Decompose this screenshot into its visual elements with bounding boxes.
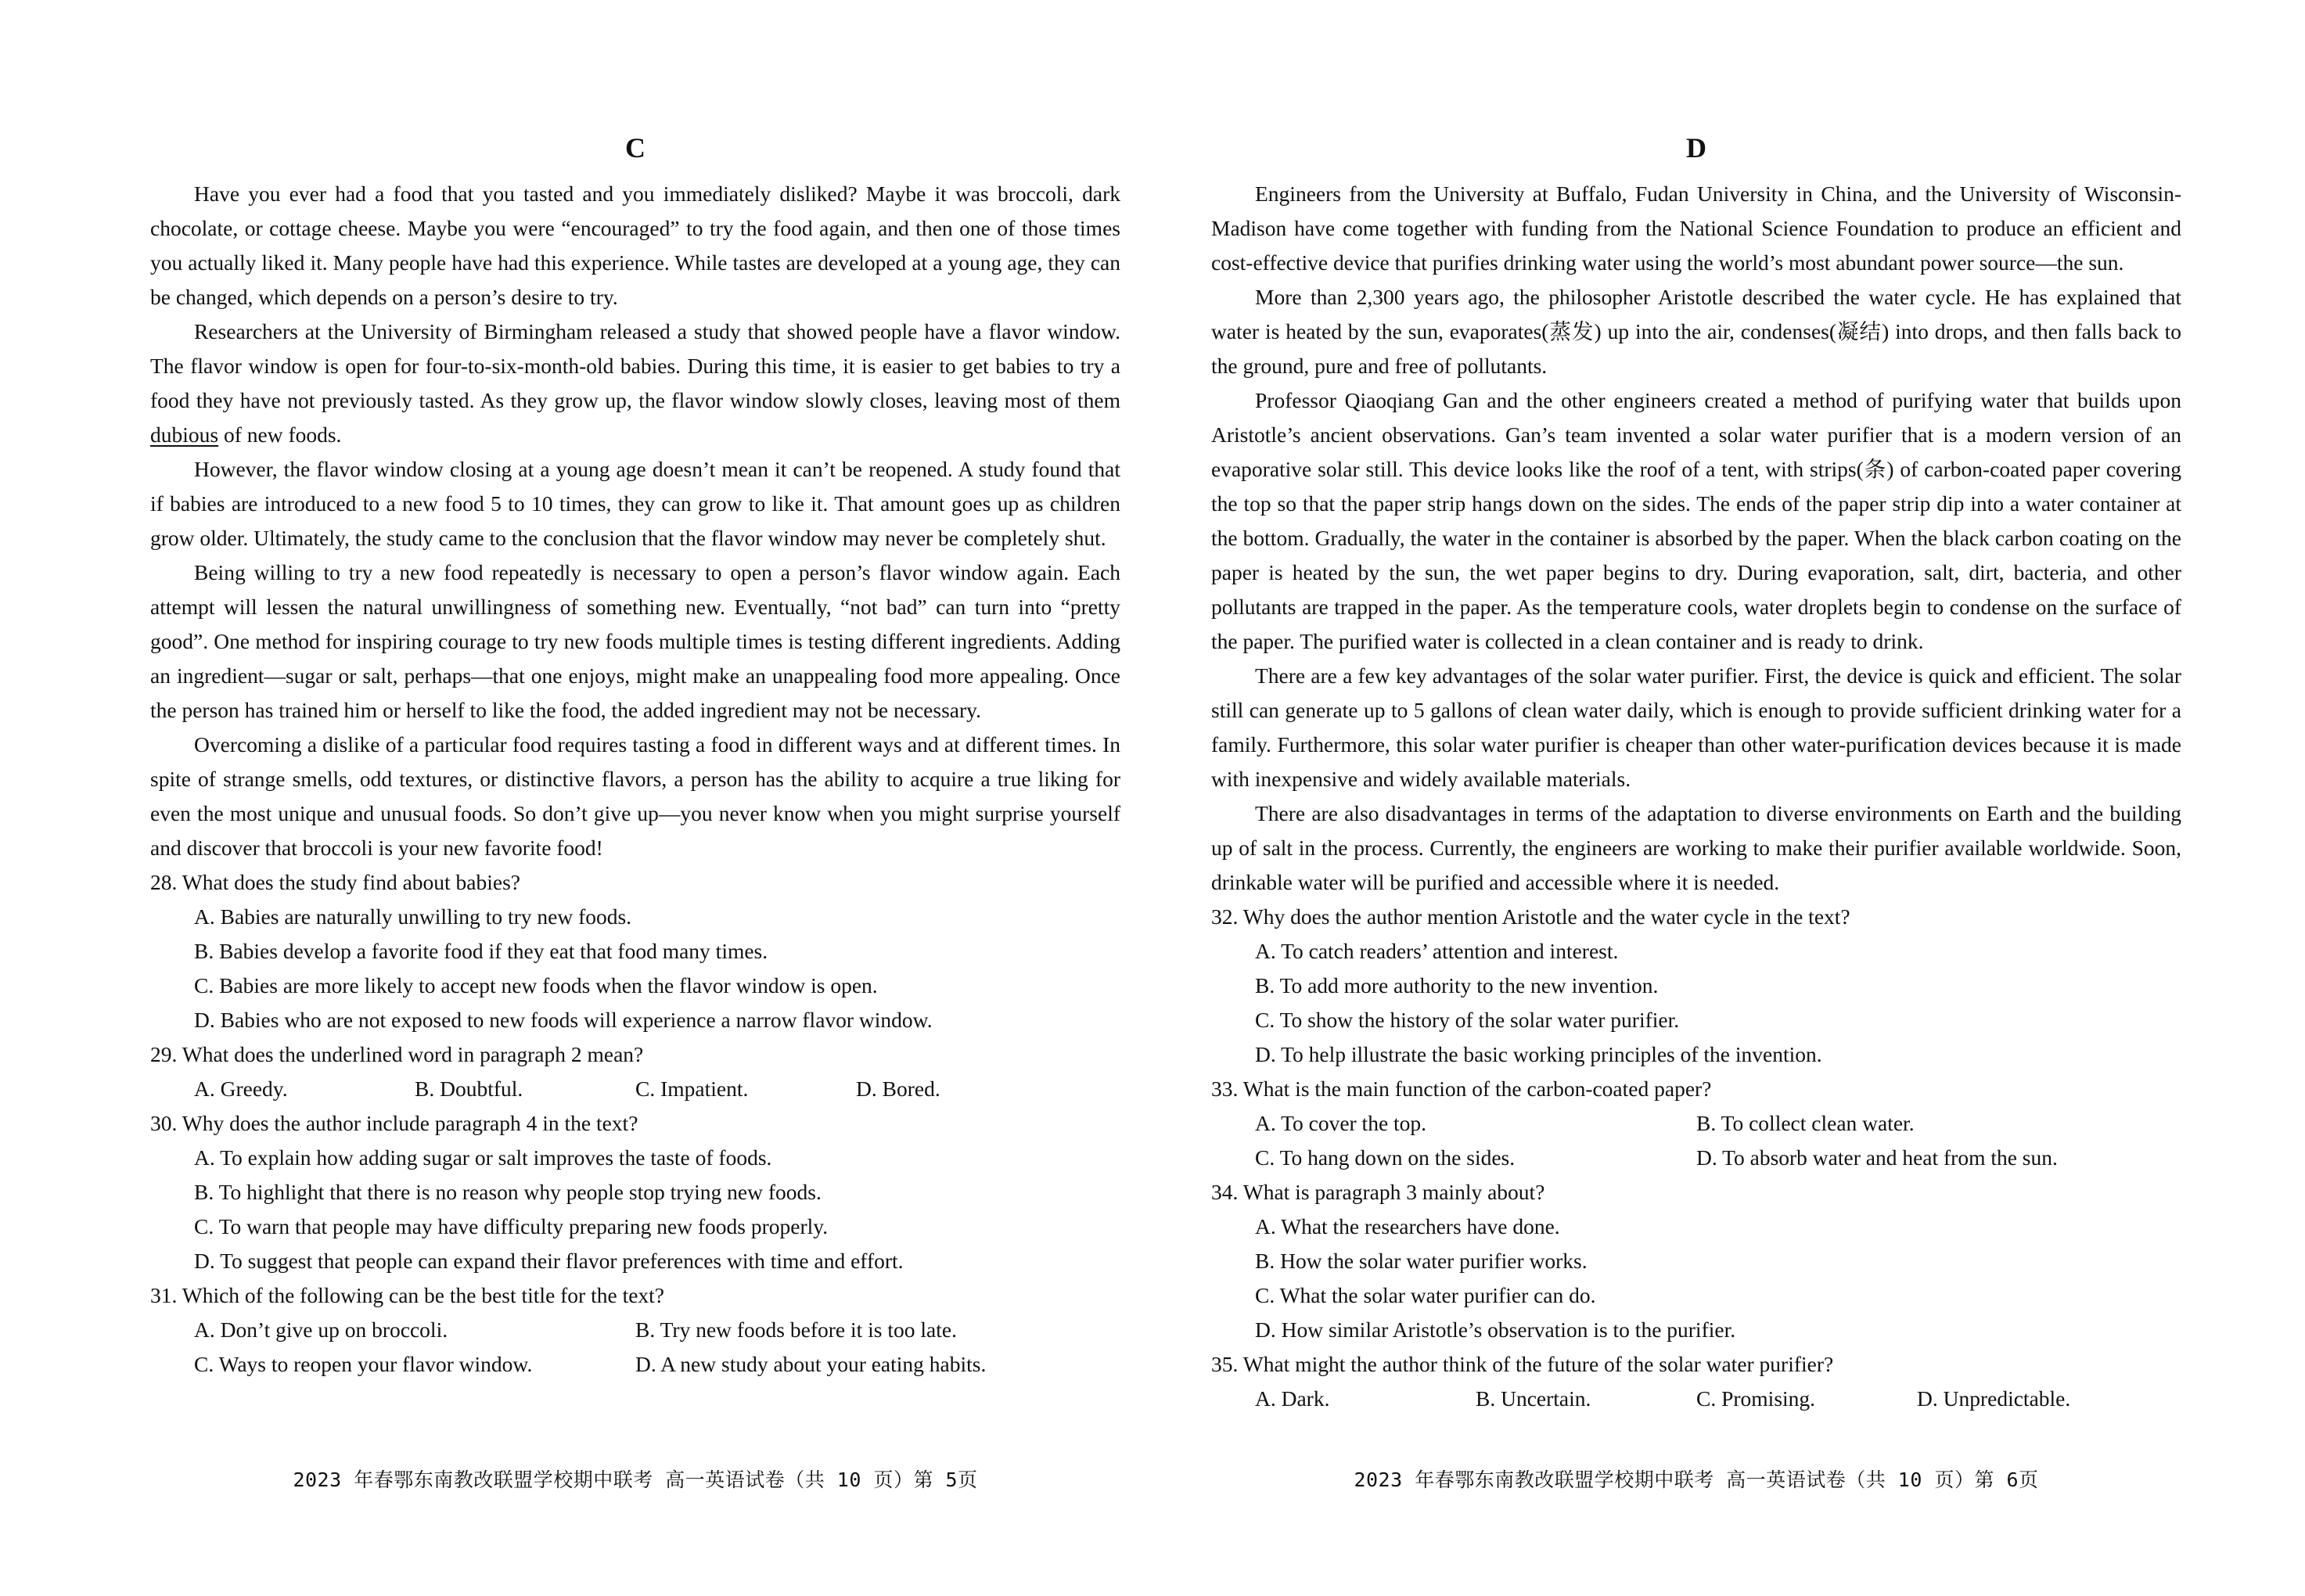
question-34-option-b: B. How the solar water purifier works. — [1255, 1249, 1588, 1273]
question-35-option-c: C. Promising. — [1696, 1386, 1816, 1411]
passage-d-paragraph-1: Engineers from the University at Buffalo, Fudan University in China, and the University of Wisconsin-Madison have come together with funding from the National Science Foundation to produce an efficient and cost-effective device that purifies drinking water using the world’s most abundant power source—the sun. — [1211, 182, 2181, 275]
question-33-option-d: D. To absorb water and heat from the sun. — [1696, 1145, 2058, 1170]
question-32-option-c: C. To show the history of the solar water purifier. — [1255, 1008, 1680, 1032]
question-33-options-row-2 — [1211, 1141, 2181, 1175]
question-29: 29. What does the underlined word in paragraph 2 mean? — [150, 1042, 644, 1066]
paragraph-2-text-before: Researchers at the University of Birmingham released a study that showed people have a flavor window. The flavor window is open for four-to-six-month-old babies. During this time, it is easier to get babies to try a food they have not previously tasted. As they grow up, the flavor window slowly closes, leaving most of them — [150, 319, 1120, 412]
passage-d-paragraph-2: More than 2,300 years ago, the philosopher Aristotle described the water cycle. He has explained that water is heated by the sun, evaporates(蒸发) up into the air, condenses(凝结) into drops, and then falls back to the ground, pure and free of pollutants. — [1211, 285, 2181, 378]
question-29-option-c: C. Impatient. — [635, 1077, 749, 1101]
question-35-option-d: D. Unpredictable. — [1917, 1386, 2071, 1411]
passage-c-paragraph-4: Being willing to try a new food repeatedly is necessary to open a person’s flavor window again. Each attempt will lessen the natural unwillingness of something new. Eventually, “not bad” can turn into “pretty good”. One method for inspiring courage to try new foods multiple times is testing different ingredients. Adding an ingredient—sugar or salt, perhaps—that one enjoys, might make an unappealing food more appealing. Once the person has trained him or herself to like the food, the added ingredient may not be necessary. — [150, 560, 1120, 722]
page-footer-right: 2023 年春鄂东南教改联盟学校期中联考 高一英语试卷（共 10 页）第 6页 — [1354, 1468, 2039, 1491]
question-29-option-b: B. Doubtful. — [415, 1077, 523, 1101]
left-page — [150, 125, 1120, 1382]
question-34: 34. What is paragraph 3 mainly about? — [1211, 1180, 1545, 1204]
question-32: 32. Why does the author mention Aristotle and the water cycle in the text? — [1211, 904, 1850, 929]
question-29-option-d: D. Bored. — [856, 1077, 940, 1101]
section-title-c: C — [625, 132, 645, 164]
question-31-option-c: C. Ways to reopen your flavor window. — [194, 1352, 533, 1376]
passage-c-paragraph-3: However, the flavor window closing at a young age doesn’t mean it can’t be reopened. A study found that if babies are introduced to a new food 5 to 10 times, they can grow to like it. That amount goes up as children grow older. Ultimately, the study came to the conclusion that the flavor window may never be completely shut. — [150, 457, 1120, 550]
question-30-option-d: D. To suggest that people can expand their flavor preferences with time and effort. — [194, 1249, 904, 1273]
question-31-option-d: D. A new study about your eating habits. — [635, 1352, 987, 1376]
question-33-option-b: B. To collect clean water. — [1696, 1111, 1915, 1135]
question-34-option-a: A. What the researchers have done. — [1255, 1214, 1560, 1238]
question-28-option-c: C. Babies are more likely to accept new foods when the flavor window is open. — [194, 973, 878, 998]
section-title-d: D — [1686, 132, 1706, 164]
question-29-options — [150, 1072, 1120, 1106]
question-35: 35. What might the author think of the future of the solar water purifier? — [1211, 1352, 1834, 1376]
question-29-option-a: A. Greedy. — [194, 1077, 288, 1101]
question-34-option-c: C. What the solar water purifier can do. — [1255, 1283, 1596, 1307]
question-28-option-a: A. Babies are naturally unwilling to try new foods. — [194, 904, 632, 929]
question-33-options-row-1 — [1211, 1106, 2181, 1141]
question-31-option-a: A. Don’t give up on broccoli. — [194, 1317, 448, 1342]
question-31-options-row-2 — [150, 1347, 1120, 1382]
question-35-options — [1211, 1382, 2181, 1416]
paragraph-2-text-after: of new foods. — [218, 422, 342, 447]
question-32-option-d: D. To help illustrate the basic working principles of the invention. — [1255, 1042, 1822, 1066]
question-28-option-d: D. Babies who are not exposed to new foods will experience a narrow flavor window. — [194, 1008, 933, 1032]
question-31: 31. Which of the following can be the best title for the text? — [150, 1283, 665, 1307]
question-33: 33. What is the main function of the carbon-coated paper? — [1211, 1077, 1712, 1101]
question-33-option-c: C. To hang down on the sides. — [1255, 1145, 1516, 1170]
question-30: 30. Why does the author include paragraph 4 in the text? — [150, 1111, 638, 1135]
question-31-options-row-1 — [150, 1313, 1120, 1347]
passage-c-paragraph-2 — [150, 315, 1120, 452]
right-page — [1211, 125, 2181, 1416]
question-32-option-b: B. To add more authority to the new invention. — [1255, 973, 1659, 998]
question-34-option-d: D. How similar Aristotle’s observation is to the purifier. — [1255, 1317, 1736, 1342]
question-28-option-b: B. Babies develop a favorite food if they eat that food many times. — [194, 939, 768, 963]
passage-c-paragraph-1: Have you ever had a food that you tasted and you immediately disliked? Maybe it was broccoli, dark chocolate, or cottage cheese. Maybe you were “encouraged” to try the food again, and then one of those times you actually liked it. Many people have had this experience. While tastes are developed at a young age, they can be changed, which depends on a person’s desire to try. — [150, 182, 1120, 309]
passage-d-paragraph-5: There are also disadvantages in terms of the adaptation to diverse environments on Earth and the building up of salt in the process. Currently, the engineers are working to make their purifier available worldwide. Soon, drinkable water will be purified and accessible where it is needed. — [1211, 801, 2181, 894]
passage-d-paragraph-3: Professor Qiaoqiang Gan and the other engineers created a method of purifying water that builds upon Aristotle’s ancient observations. Gan’s team invented a solar water purifier that is a modern version of an evaporative solar still. This device looks like the roof of a tent, with strips(条) of carbon-coated paper covering the top so that the paper strip hangs down on the sides. The ends of the paper strip dip into a water container at the bottom. Gradually, the water in the container is absorbed by the paper. When the black carbon coating on the paper is heated by the sun, the wet paper begins to dry. During evaporation, salt, dirt, bacteria, and other pollutants are trapped in the paper. As the temperature cools, water droplets begin to condense on the surface of the paper. The purified water is collected in a clean container and is ready to drink. — [1211, 388, 2181, 653]
question-32-option-a: A. To catch readers’ attention and interest. — [1255, 939, 1619, 963]
question-35-option-a: A. Dark. — [1255, 1386, 1330, 1411]
question-30-option-c: C. To warn that people may have difficulty preparing new foods properly. — [194, 1214, 829, 1238]
question-31-option-b: B. Try new foods before it is too late. — [635, 1317, 957, 1342]
question-30-option-b: B. To highlight that there is no reason why people stop trying new foods. — [194, 1180, 822, 1204]
underlined-word: dubious — [150, 422, 219, 447]
question-33-option-a: A. To cover the top. — [1255, 1111, 1427, 1135]
page-footer-left: 2023 年春鄂东南教改联盟学校期中联考 高一英语试卷（共 10 页）第 5页 — [293, 1468, 978, 1491]
passage-c-paragraph-5: Overcoming a dislike of a particular food requires tasting a food in different ways and at different times. In spite of strange smells, odd textures, or distinctive flavors, a person has the ability to acquire a true liking for even the most unique and unusual foods. So don’t give up—you never know when you might surprise yourself and discover that broccoli is your new favorite food! — [150, 732, 1120, 860]
passage-d-paragraph-4: There are a few key advantages of the solar water purifier. First, the device is quick and efficient. The solar still can generate up to 5 gallons of clean water daily, which is enough to provide sufficient drinking water for a family. Furthermore, this solar water purifier is cheaper than other water-purification devices because it is made with inexpensive and widely available materials. — [1211, 663, 2181, 791]
question-35-option-b: B. Uncertain. — [1476, 1386, 1591, 1411]
question-28: 28. What does the study find about babies? — [150, 870, 521, 894]
question-30-option-a: A. To explain how adding sugar or salt improves the taste of foods. — [194, 1145, 772, 1170]
